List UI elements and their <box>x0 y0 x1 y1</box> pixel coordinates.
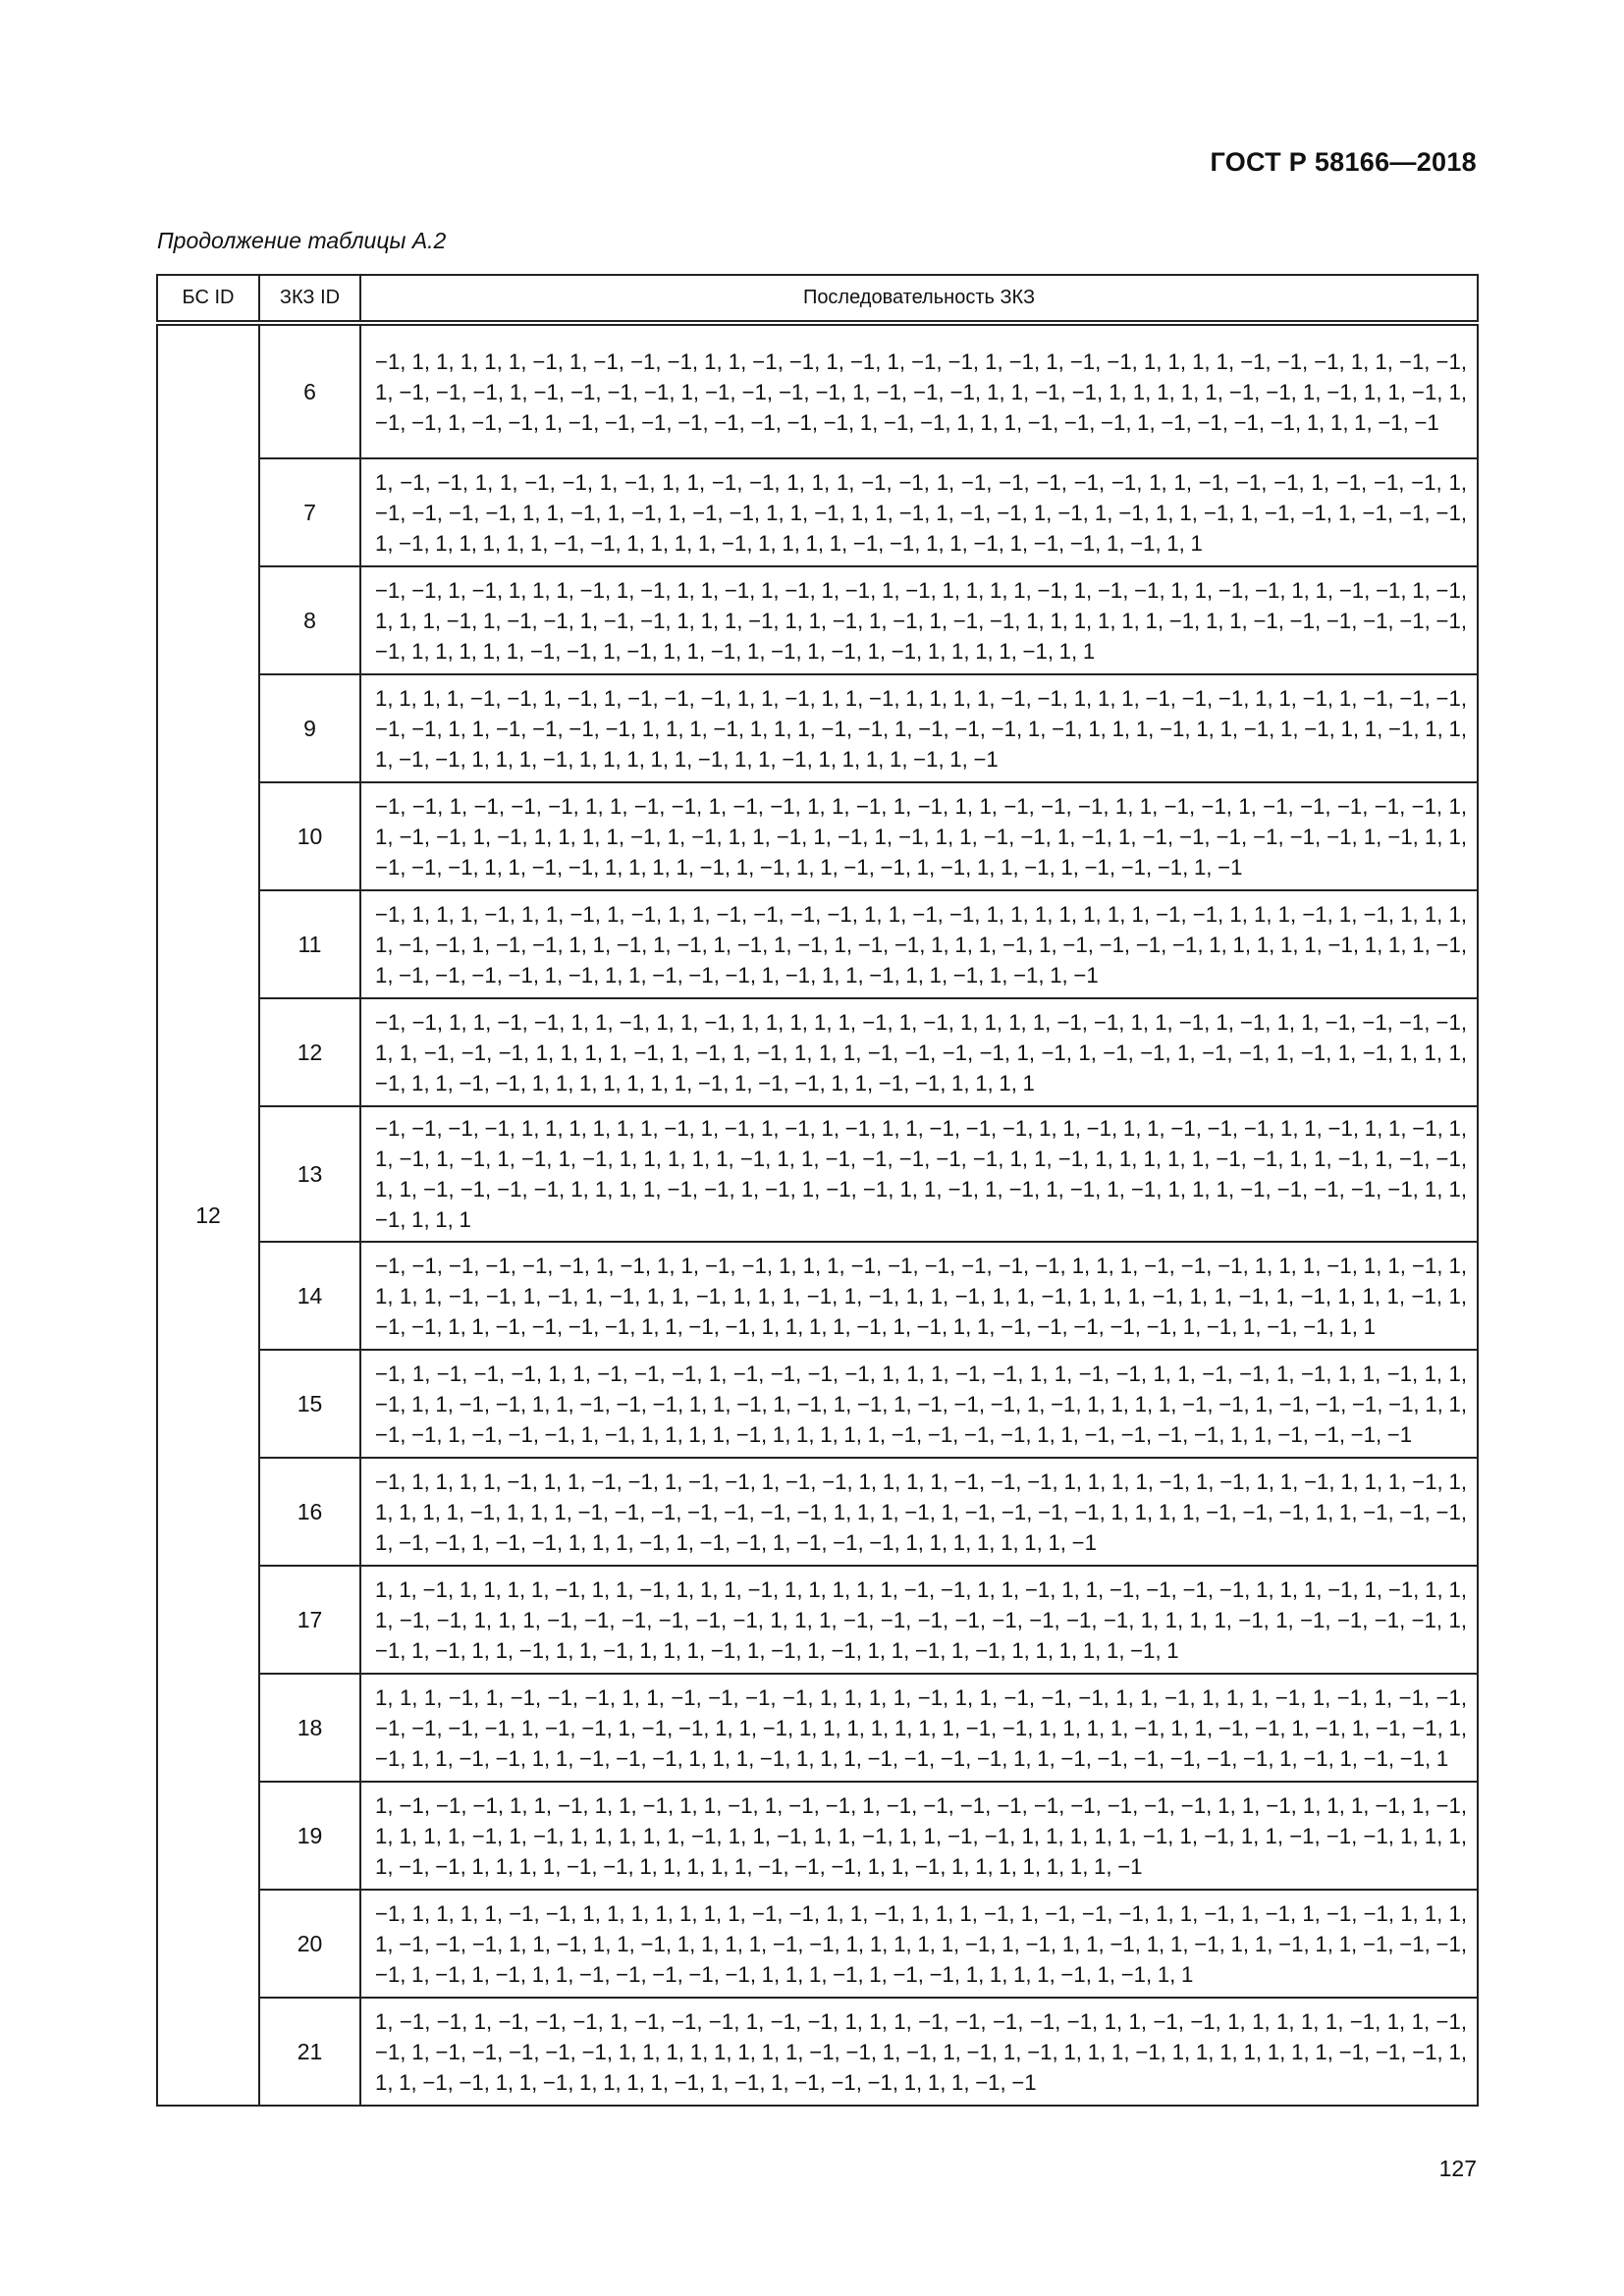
column-header-bs-id: БС ID <box>157 275 259 323</box>
sequence-cell: −1, 1, 1, 1, 1, −1, 1, 1, −1, −1, 1, −1, −1, 1, −1, −1, 1, 1, 1, 1, −1, −1, −1, 1, 1, 1, 1, −1, 1, −1, 1, 1, −1, 1, 1, 1, −1, 1, 1, 1, 1, 1, −1, 1, 1, 1, −1, −1, −1, −1, −1, −1, −1, 1, 1, 1, −1, 1, −1, −1, −1, −1, 1, 1, 1, 1, −1, −1, −1, 1, 1, −1, −1, −1, 1, −1, −1, 1, −1, −1, 1, 1, 1, −1, 1, −1, −1, 1, −1, −1, −1, 1, 1, 1, 1, 1, 1, 1, −1 <box>360 1458 1478 1566</box>
zkz-id-cell: 8 <box>259 566 360 674</box>
sequence-cell: −1, 1, −1, −1, −1, 1, 1, −1, −1, −1, 1, −1, −1, −1, −1, 1, 1, 1, −1, −1, 1, 1, −1, −1, 1, 1, −1, −1, 1, −1, 1, 1, −1, 1, 1, −1, 1, 1, −1, −1, 1, 1, −1, −1, −1, 1, 1, −1, 1, −1, 1, −1, 1, −1, −1, −1, 1, −1, 1, 1, 1, 1, −1, −1, 1, −1, −1, −1, −1, 1, 1, −1, −1, 1, −1, −1, −1, 1, −1, 1, 1, 1, 1, −1, 1, 1, 1, 1, 1, −1, −1, −1, −1, 1, 1, −1, −1, −1, −1, 1, 1, −1, −1, −1, −1 <box>360 1350 1478 1458</box>
sequence-cell: 1, −1, −1, 1, −1, −1, −1, 1, −1, −1, −1, 1, −1, −1, 1, 1, 1, −1, −1, −1, −1, −1, 1, 1, −1, −1, 1, 1, 1, 1, 1, −1, 1, 1, −1, −1, 1, −1, −1, −1, −1, −1, 1, 1, 1, 1, 1, 1, 1, 1, −1, −1, 1, −1, 1, −1, 1, −1, 1, 1, 1, −1, 1, 1, 1, 1, 1, 1, 1, −1, −1, −1, 1, 1, 1, −1, −1, 1, 1, −1, 1, 1, 1, 1, −1, 1, −1, 1, −1, −1, −1, 1, 1, 1, −1, −1 <box>360 1998 1478 2106</box>
column-header-sequence: Последовательность ЗКЗ <box>360 275 1478 323</box>
page-number: 127 <box>1438 2156 1477 2181</box>
zkz-id-cell: 16 <box>259 1458 360 1566</box>
table-row <box>157 674 1478 782</box>
table-row <box>157 458 1478 566</box>
table-row <box>157 998 1478 1106</box>
sequence-cell: −1, −1, 1, 1, −1, −1, 1, 1, −1, 1, 1, −1, 1, 1, 1, 1, 1, −1, 1, −1, 1, 1, 1, 1, −1, −1, 1, 1, −1, 1, −1, 1, 1, −1, −1, −1, −1, 1, 1, −1, −1, −1, 1, 1, 1, 1, −1, 1, −1, 1, −1, 1, 1, 1, −1, −1, −1, −1, 1, −1, 1, −1, −1, 1, −1, −1, 1, −1, 1, −1, 1, 1, 1, −1, 1, 1, −1, −1, 1, 1, 1, 1, 1, 1, 1, −1, 1, −1, −1, 1, 1, −1, −1, 1, 1, 1, 1 <box>360 998 1478 1106</box>
zkz-id-cell: 18 <box>259 1674 360 1782</box>
sequence-cell: −1, −1, 1, −1, −1, −1, 1, 1, −1, −1, 1, −1, −1, 1, 1, −1, 1, −1, 1, 1, −1, −1, −1, 1, 1, −1, −1, 1, −1, −1, −1, −1, −1, 1, 1, −1, −1, 1, −1, 1, 1, 1, 1, −1, 1, −1, 1, 1, −1, 1, −1, 1, −1, 1, 1, −1, −1, 1, −1, 1, −1, −1, −1, −1, −1, −1, 1, −1, 1, 1, −1, −1, −1, 1, 1, −1, −1, 1, 1, 1, 1, −1, 1, −1, 1, 1, −1, −1, 1, −1, 1, 1, −1, 1, −1, −1, −1, 1, −1 <box>360 782 1478 890</box>
table-row <box>157 566 1478 674</box>
table-row <box>157 323 1478 458</box>
table-caption: Продолжение таблицы А.2 <box>157 228 447 253</box>
sequence-cell: −1, −1, −1, −1, 1, 1, 1, 1, 1, 1, −1, 1, −1, 1, −1, 1, −1, 1, 1, −1, −1, −1, 1, 1, −1, 1, 1, −1, −1, −1, 1, 1, −1, 1, 1, −1, 1, 1, −1, 1, −1, 1, −1, 1, −1, 1, 1, 1, 1, 1, −1, 1, 1, −1, −1, −1, −1, −1, 1, 1, −1, 1, 1, 1, 1, 1, −1, −1, 1, 1, −1, 1, −1, −1, 1, 1, −1, −1, −1, −1, 1, 1, 1, 1, −1, −1, 1, −1, 1, −1, −1, 1, 1, −1, 1, −1, 1, −1, 1, −1, 1, 1, 1, −1, −1, −1, −1, −1, 1, 1, −1, 1, 1, 1 <box>360 1106 1478 1242</box>
table-row <box>157 1242 1478 1350</box>
table-row <box>157 890 1478 998</box>
sequence-cell: 1, −1, −1, −1, 1, 1, −1, 1, 1, −1, 1, 1, −1, 1, −1, −1, 1, −1, −1, −1, −1, −1, −1, −1, −1, −1, 1, 1, −1, 1, 1, 1, −1, 1, −1, 1, 1, 1, 1, −1, 1, −1, 1, 1, 1, 1, 1, −1, 1, 1, −1, 1, 1, −1, 1, 1, −1, −1, 1, 1, 1, 1, 1, −1, 1, −1, 1, 1, −1, −1, −1, 1, 1, 1, 1, −1, −1, 1, 1, 1, 1, −1, −1, 1, 1, 1, 1, 1, −1, −1, −1, 1, 1, −1, 1, 1, 1, 1, 1, 1, 1, −1 <box>360 1782 1478 1890</box>
sequence-cell: 1, 1, 1, 1, −1, −1, 1, −1, 1, −1, −1, −1, 1, 1, −1, 1, 1, −1, 1, 1, 1, 1, −1, −1, 1, 1, 1, −1, −1, −1, 1, 1, −1, 1, −1, −1, −1, −1, −1, 1, 1, −1, −1, −1, −1, 1, 1, 1, −1, 1, 1, 1, −1, −1, 1, −1, −1, −1, 1, −1, 1, 1, 1, −1, 1, 1, −1, 1, −1, 1, 1, −1, 1, 1, 1, −1, −1, 1, 1, 1, −1, 1, 1, 1, 1, 1, −1, 1, 1, −1, 1, 1, 1, 1, −1, 1, −1 <box>360 674 1478 782</box>
zkz-id-cell: 12 <box>259 998 360 1106</box>
zkz-id-cell: 17 <box>259 1566 360 1674</box>
table-row <box>157 782 1478 890</box>
bs-id-cell: 12 <box>157 323 259 2106</box>
sequence-cell: −1, 1, 1, 1, 1, 1, −1, 1, −1, −1, −1, 1, 1, −1, −1, 1, −1, 1, −1, −1, 1, −1, 1, −1, −1, 1, 1, 1, 1, −1, −1, −1, 1, 1, −1, −1, 1, −1, −1, −1, 1, −1, −1, −1, −1, 1, −1, −1, −1, −1, 1, −1, −1, −1, 1, 1, −1, −1, 1, 1, 1, 1, 1, −1, −1, 1, −1, 1, 1, −1, 1, −1, −1, 1, −1, −1, 1, −1, −1, −1, −1, −1, −1, −1, −1, 1, −1, −1, 1, 1, 1, −1, −1, −1, 1, −1, −1, −1, −1, 1, 1, 1, −1, −1 <box>360 323 1478 458</box>
sequence-cell: −1, −1, −1, −1, −1, −1, 1, −1, 1, 1, −1, −1, 1, 1, 1, −1, −1, −1, −1, −1, −1, 1, 1, 1, −1, −1, −1, 1, 1, 1, −1, 1, 1, −1, 1, 1, 1, 1, −1, −1, 1, −1, 1, −1, 1, 1, −1, 1, 1, 1, −1, 1, −1, 1, 1, −1, 1, 1, −1, 1, 1, 1, −1, 1, 1, −1, 1, −1, 1, 1, 1, −1, 1, −1, −1, 1, 1, −1, −1, −1, −1, 1, 1, −1, −1, 1, 1, 1, 1, −1, 1, −1, 1, 1, −1, −1, −1, −1, −1, 1, −1, 1, −1, −1, 1, 1 <box>360 1242 1478 1350</box>
sequence-cell: 1, 1, −1, 1, 1, 1, 1, −1, 1, 1, −1, 1, 1, 1, −1, 1, 1, 1, 1, 1, −1, −1, 1, 1, −1, 1, 1, −1, −1, −1, −1, 1, 1, 1, −1, 1, −1, 1, 1, 1, −1, −1, 1, 1, 1, −1, −1, −1, −1, −1, −1, 1, 1, 1, −1, −1, −1, −1, −1, −1, −1, −1, 1, 1, 1, 1, −1, 1, −1, −1, −1, −1, 1, −1, 1, −1, 1, 1, −1, 1, 1, −1, 1, 1, 1, −1, 1, −1, 1, −1, 1, 1, −1, 1, −1, 1, 1, 1, 1, 1, −1, 1 <box>360 1566 1478 1674</box>
zkz-id-cell: 9 <box>259 674 360 782</box>
table-row <box>157 1350 1478 1458</box>
table-row <box>157 1106 1478 1242</box>
zkz-id-cell: 20 <box>259 1890 360 1998</box>
zkz-id-cell: 10 <box>259 782 360 890</box>
zkz-id-cell: 21 <box>259 1998 360 2106</box>
sequence-cell: −1, 1, 1, 1, 1, −1, −1, 1, 1, 1, 1, 1, 1, 1, −1, −1, 1, 1, −1, 1, 1, 1, −1, 1, −1, −1, −1, 1, 1, −1, 1, −1, 1, −1, −1, 1, 1, 1, 1, −1, −1, −1, 1, 1, −1, 1, 1, −1, 1, 1, 1, 1, −1, −1, 1, 1, 1, 1, 1, −1, 1, −1, 1, 1, −1, 1, 1, −1, 1, 1, −1, 1, 1, −1, −1, −1, −1, 1, −1, 1, −1, 1, 1, −1, −1, −1, −1, −1, 1, 1, 1, −1, 1, −1, −1, 1, 1, 1, 1, −1, 1, −1, 1, 1 <box>360 1890 1478 1998</box>
table-header-row <box>157 275 1478 323</box>
table-row <box>157 1890 1478 1998</box>
zkz-id-cell: 15 <box>259 1350 360 1458</box>
zkz-id-cell: 7 <box>259 458 360 566</box>
sequence-table-container <box>156 274 1477 2107</box>
table-row <box>157 1566 1478 1674</box>
zkz-id-cell: 11 <box>259 890 360 998</box>
zkz-id-cell: 13 <box>259 1106 360 1242</box>
column-header-zkz-id: ЗКЗ ID <box>259 275 360 323</box>
zkz-id-cell: 14 <box>259 1242 360 1350</box>
sequence-cell: 1, 1, 1, −1, 1, −1, −1, −1, 1, 1, −1, −1, −1, −1, 1, 1, 1, 1, −1, 1, 1, −1, −1, −1, 1, 1, −1, 1, 1, 1, −1, 1, −1, 1, −1, −1, −1, −1, −1, −1, 1, −1, −1, 1, −1, −1, 1, 1, −1, 1, 1, 1, 1, 1, 1, 1, −1, −1, 1, 1, 1, 1, −1, 1, 1, −1, −1, 1, −1, 1, −1, −1, 1, −1, 1, 1, −1, −1, 1, 1, −1, −1, −1, 1, 1, 1, −1, 1, 1, 1, −1, −1, −1, −1, 1, 1, −1, −1, −1, −1, −1, −1, 1, −1, 1, −1, −1, 1 <box>360 1674 1478 1782</box>
sequence-cell: −1, −1, 1, −1, 1, 1, 1, −1, 1, −1, 1, 1, −1, 1, −1, 1, −1, 1, −1, 1, 1, 1, 1, −1, 1, −1, −1, 1, 1, −1, −1, 1, 1, −1, −1, 1, −1, 1, 1, 1, −1, 1, −1, −1, 1, −1, −1, 1, 1, 1, −1, 1, 1, −1, 1, −1, 1, −1, −1, 1, 1, 1, 1, 1, 1, −1, 1, 1, −1, −1, −1, −1, −1, −1, −1, 1, 1, 1, 1, 1, −1, −1, 1, −1, 1, 1, −1, 1, −1, 1, −1, 1, −1, 1, 1, 1, 1, −1, 1, 1 <box>360 566 1478 674</box>
zkz-id-cell: 19 <box>259 1782 360 1890</box>
sequence-cell: −1, 1, 1, 1, −1, 1, 1, −1, 1, −1, 1, 1, −1, −1, −1, −1, 1, 1, −1, −1, 1, 1, 1, 1, 1, 1, 1, −1, −1, 1, 1, 1, −1, 1, −1, 1, 1, 1, 1, −1, −1, 1, −1, −1, 1, 1, −1, 1, −1, 1, −1, 1, −1, 1, −1, −1, 1, 1, 1, −1, 1, −1, −1, −1, −1, 1, 1, 1, 1, 1, −1, 1, 1, 1, −1, 1, −1, −1, −1, −1, 1, −1, 1, 1, −1, −1, −1, 1, −1, 1, 1, −1, 1, 1, −1, 1, −1, 1, −1 <box>360 890 1478 998</box>
sequence-table <box>156 274 1479 2107</box>
document-number: ГОСТ Р 58166—2018 <box>1210 147 1477 177</box>
zkz-id-cell: 6 <box>259 323 360 458</box>
table-row <box>157 1782 1478 1890</box>
sequence-cell: 1, −1, −1, 1, 1, −1, −1, 1, −1, 1, 1, −1, −1, 1, 1, 1, −1, −1, 1, −1, −1, −1, −1, −1, 1, 1, −1, −1, −1, 1, −1, −1, −1, 1, −1, −1, −1, −1, 1, 1, −1, 1, −1, 1, −1, −1, 1, 1, −1, 1, 1, −1, 1, −1, −1, 1, −1, 1, −1, 1, 1, −1, 1, −1, −1, 1, −1, −1, −1, 1, −1, 1, 1, 1, 1, 1, −1, −1, 1, 1, 1, 1, −1, 1, 1, 1, 1, −1, −1, 1, 1, −1, 1, −1, −1, 1, −1, 1, 1 <box>360 458 1478 566</box>
table-row <box>157 1674 1478 1782</box>
table-row <box>157 1998 1478 2106</box>
table-row <box>157 1458 1478 1566</box>
